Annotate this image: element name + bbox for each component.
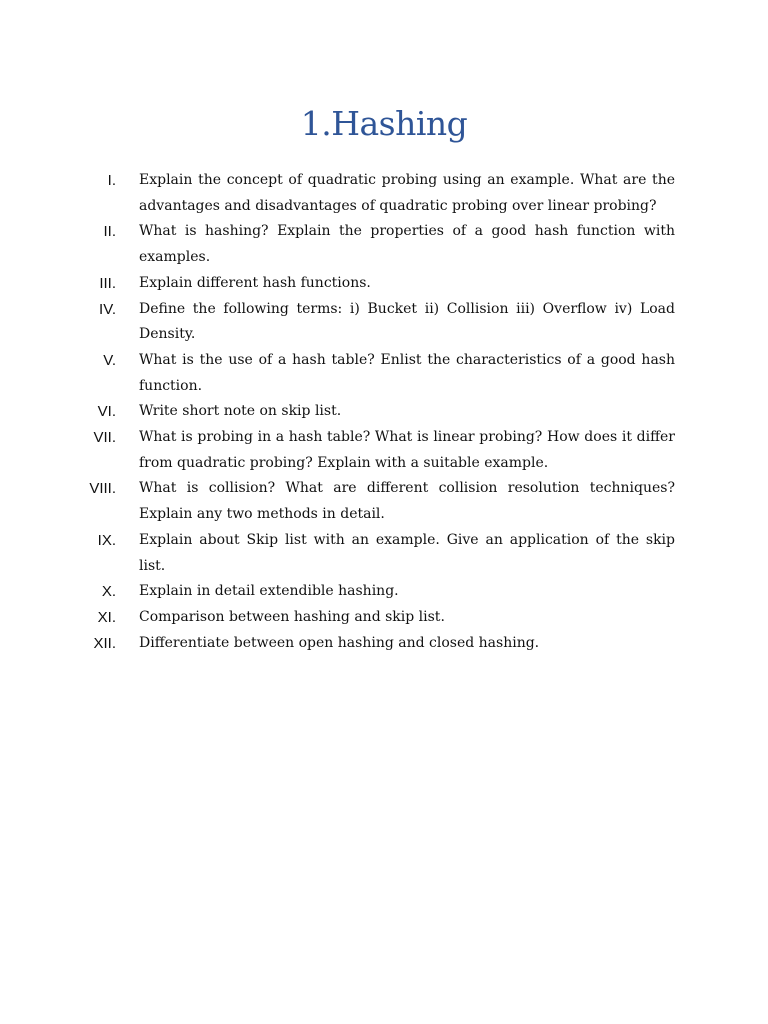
question-number: VI.: [97, 403, 116, 421]
question-number: XII.: [93, 634, 116, 652]
question-text: Define the following terms: i) Bucket ii) Collision iii) Overflow iv) Load Density.: [139, 300, 675, 343]
question-text: Explain different hash functions.: [139, 274, 371, 291]
question-text: Explain in detail extendible hashing.: [139, 583, 399, 600]
list-item: [0, 476, 768, 527]
question-number: III.: [99, 274, 116, 292]
list-item: [0, 631, 768, 657]
list-item: [0, 399, 768, 425]
question-number: VIII.: [89, 480, 116, 498]
list-item: [0, 579, 768, 605]
question-text: Write short note on skip list.: [139, 403, 342, 420]
question-text: What is hashing? Explain the properties of a good hash function with examples.: [139, 223, 675, 266]
question-number: IV.: [99, 300, 116, 318]
list-item: [0, 271, 768, 297]
list-item: [0, 219, 768, 270]
list-item: [0, 348, 768, 399]
question-text: What is the use of a hash table? Enlist the characteristics of a good hash function.: [139, 351, 675, 394]
question-number: VII.: [93, 429, 116, 447]
question-number: I.: [107, 172, 116, 189]
question-number: X.: [101, 583, 116, 601]
question-number: II.: [103, 223, 116, 241]
question-number: XI.: [97, 608, 116, 626]
question-number: V.: [103, 351, 116, 369]
question-text: What is probing in a hash table? What is linear probing? How does it differ from quadratic probing? Explain with a suitable example.: [139, 429, 675, 471]
question-number: IX.: [97, 531, 116, 549]
list-item: [0, 605, 768, 631]
list-item: [0, 297, 768, 348]
list-item: [0, 425, 768, 476]
question-text: Comparison between hashing and skip list.: [139, 608, 445, 625]
question-list: [0, 168, 768, 656]
question-text: Explain about Skip list with an example. Give an application of the skip list.: [139, 531, 675, 574]
question-text: Differentiate between open hashing and closed hashing.: [139, 634, 540, 651]
question-text: Explain the concept of quadratic probing using an example. What are the advantages and disadvantages of quadratic probing over linear probing?: [139, 172, 675, 214]
list-item: [0, 168, 768, 219]
page-title: 1.Hashing: [300, 104, 468, 143]
list-item: [0, 528, 768, 579]
question-text: What is collision? What are different collision resolution techniques? Explain any two methods in detail.: [139, 480, 675, 523]
